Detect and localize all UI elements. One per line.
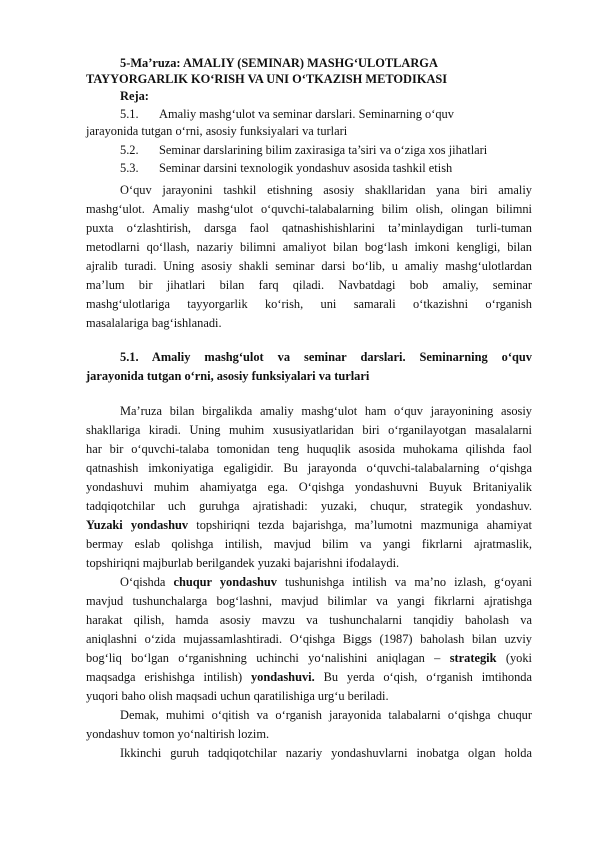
- lecture-title-line2: TAYYORGARLIK KO‘RISH VA UNI O‘TKAZISH METODIKASI: [86, 72, 448, 86]
- term-yondashuvi: yondashuvi.: [250, 670, 315, 684]
- intro-line: O‘quv jarayonini tashkil etishning asosiy shakllaridan yana biri amaliy: [120, 183, 532, 197]
- plan-item-number: 5.3.: [120, 161, 139, 175]
- intro-line: ajralib turadi. Uning asosiy shakli seminar darsi bo‘lib, u amaliy mashg‘ulotlardan: [86, 259, 532, 273]
- body-line: har bir o‘quvchi-talaba tomonidan teng huquqlik asosida muhokama qilishda faol: [86, 442, 532, 456]
- body-line: yondashuvi muhim ahamiyatga ega. O‘qishga yondashuvni Buyuk Britaniyalik: [86, 480, 532, 494]
- plan-item-2: [120, 143, 487, 158]
- intro-line: masalalariga bag‘ishlanadi.: [86, 316, 222, 330]
- body-line: Demak, muhimi o‘qitish va o‘rganish jarayonida talabalarni o‘qishga chuqur: [120, 708, 532, 722]
- plan-item-1-cont: jarayonida tutgan o‘rni, asosiy funksiyalari va turlari: [86, 124, 348, 138]
- body-line: qatnashish imkoniyatiga egaligidir. Bu jarayonda o‘quvchi-talabalarning o‘qishga: [86, 461, 532, 475]
- section-heading-line1: 5.1. Amaliy mashg‘ulot va seminar darslari. Seminarning o‘quv: [120, 350, 532, 364]
- plan-item-text: Seminar darsini texnologik yondashuv asosida tashkil etish: [159, 161, 453, 175]
- body-line: harakat qilish, hamda asosiy mavzu va tushunchalarni tanqidiy baholash va: [86, 613, 532, 627]
- body-line-mixed: O‘qishda chuqur yondashuv tushunishga intilish va ma’no izlash, g‘oyani: [120, 575, 532, 589]
- body-line: Ikkinchi guruh tadqiqotchilar nazariy yondashuvlarni inobatga olgan holda: [120, 746, 532, 760]
- plan-item-text: Seminar darslarining bilim zaxirasiga ta’siri va o‘ziga xos jihatlari: [159, 143, 488, 157]
- term-strategik: strategik: [449, 651, 497, 665]
- section-heading-line2: jarayonida tutgan o‘rni, asosiy funksiyalari va turlari: [86, 369, 370, 383]
- body-line: tadqiqotchilar uch guruhga ajratishadi: yuzaki, chuqur, strategik yondashuv.: [86, 499, 532, 513]
- plan-item-1: [120, 107, 454, 122]
- body-line: shakllariga kiradi. Uning muhim xususiyatlaridan biri o‘rganilayotgan masalalarni: [86, 423, 532, 437]
- term-chuqur: chuqur yondashuv: [173, 575, 277, 589]
- body-line-mixed: maqsadga erishishga intilish) yondashuvi. Bu yerda o‘qish, o‘rganish imtihonda: [86, 670, 532, 684]
- lecture-title-line1: 5-Ma’ruza: AMALIY (SEMINAR) MASHG‘ULOTLARGA: [120, 56, 438, 70]
- plan-item-number: 5.2.: [120, 143, 139, 157]
- body-line: aniqlashni o‘zida mujassamlashtiradi. O‘qishga Biggs (1987) baholash bilan uzviy: [86, 632, 532, 646]
- body-line: topshiriqni majburlab berilgandek yuzaki bajarishni ifodalaydi.: [86, 556, 400, 570]
- body-line-mixed: Yuzaki yondashuv topshiriqni tezda bajarishga, ma’lumotni mazmuniga ahamiyat: [86, 518, 532, 532]
- intro-line: puxta o‘zlashtirish, darsga faol qatnashishishlarini ta’minlaydigan turli-tuman: [86, 221, 532, 235]
- intro-line: mashg‘ulotlariga tayyorgarlik ko‘rish, uni samarali o‘tkazishni o‘rganish: [86, 297, 532, 311]
- body-line: mavjud tushunchalarga bog‘lashni, mavjud bilimlar va yangi fikrlarni ajratishga: [86, 594, 532, 608]
- plan-item-3: [120, 161, 452, 176]
- body-line: yuqori baho olish maqsadi uchun qaratilishiga urg‘u beriladi.: [86, 689, 389, 703]
- body-line-mixed: bog‘liq bo‘lgan o‘rganishning uchinchi yo‘nalishini aniqlagan – strategik (yoki: [86, 651, 532, 665]
- term-yuzaki: Yuzaki yondashuv: [86, 518, 189, 532]
- intro-line: mashg‘ulot. Amaliy mashg‘ulot o‘quvchi-talabalarning bilim olish, olingan bilimni: [86, 202, 532, 216]
- body-line: Ma’ruza bilan birgalikda amaliy mashg‘ulot ham o‘quv jarayonining asosiy: [120, 404, 532, 418]
- body-line: yondashuv tomon yo‘naltirish lozim.: [86, 727, 270, 741]
- plan-label: Reja:: [120, 89, 149, 103]
- plan-item-text: Amaliy mashg‘ulot va seminar darslari. Seminarning o‘quv: [159, 107, 454, 121]
- body-line: bermay eslab qolishga intilish, mavjud bilim va yangi fikrlarni ajratmaslik,: [86, 537, 532, 551]
- plan-item-number: 5.1.: [120, 107, 139, 121]
- intro-line: ma’lum bir jihatlari bilan farq qiladi. Navbatdagi bob amaliy, seminar: [86, 278, 532, 292]
- intro-line: metodlarni qo‘llash, nazariy bilimni amaliyot bilan bog‘lash imkoni kengligi, bilan: [86, 240, 532, 254]
